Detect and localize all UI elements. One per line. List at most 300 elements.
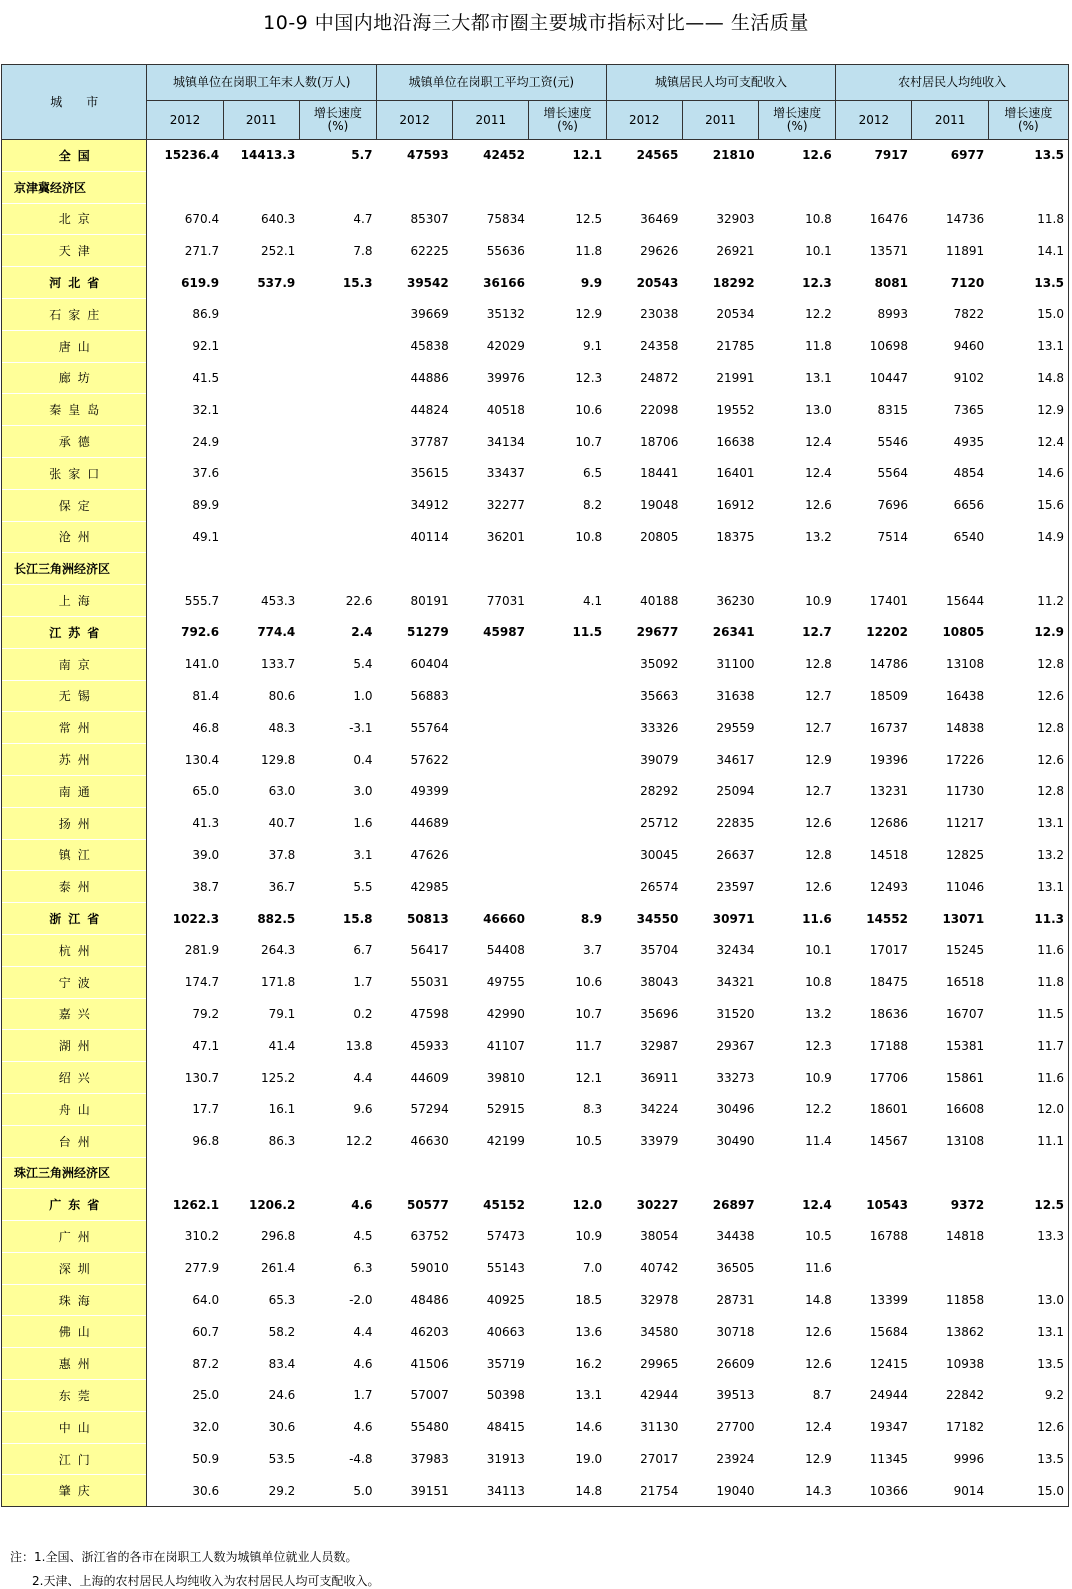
footnote-1: 注：1.全国、浙江省的各市在岗职工人数为城镇单位就业人员数。 [10, 1550, 358, 1564]
value-cell [836, 1157, 912, 1189]
growth-rate-header [988, 101, 1068, 140]
value-cell: 32.0 [192, 1420, 220, 1435]
value-cell: 11.5 [572, 625, 603, 640]
value-cell: 17.7 [192, 1102, 220, 1117]
region-row [2, 171, 1069, 203]
value-cell: 453.3 [260, 593, 296, 608]
value-cell [912, 553, 988, 585]
value-cell: 49755 [486, 975, 525, 990]
value-cell: 23038 [640, 307, 679, 322]
value-cell: 40663 [486, 1324, 525, 1339]
value-cell: 16518 [946, 975, 985, 990]
value-cell: 50.9 [192, 1452, 220, 1467]
value-cell: 11891 [946, 243, 985, 258]
value-cell: 12.8 [988, 712, 1068, 744]
value-cell: 80.6 [268, 688, 296, 703]
value-cell: 29965 [640, 1356, 679, 1371]
value-cell: 12.8 [988, 775, 1068, 807]
value-cell: 15644 [946, 593, 985, 608]
value-cell: 57622 [410, 752, 449, 767]
value-cell [223, 1157, 299, 1189]
value-cell: 16438 [946, 688, 985, 703]
value-cell: 41107 [486, 1038, 525, 1053]
value-cell [377, 553, 453, 585]
page-title: 10-9 中国内地沿海三大都市圈主要城市指标对比—— 生活质量 [263, 12, 809, 34]
value-cell: 18.5 [575, 1293, 603, 1308]
value-cell: 10.9 [575, 1229, 603, 1244]
value-cell: 12.1 [529, 140, 606, 172]
table-row [2, 744, 1069, 776]
table-row [2, 839, 1069, 871]
value-cell [759, 1157, 836, 1189]
value-cell: 36.7 [268, 879, 296, 894]
value-cell: 44609 [410, 1070, 449, 1085]
value-cell: 12.7 [805, 720, 832, 735]
value-cell: 18601 [869, 1102, 908, 1117]
value-cell [836, 171, 912, 203]
value-cell: 34912 [410, 498, 449, 513]
city-name-cell: 长江三角洲经济区 [2, 553, 147, 585]
value-cell: 619.9 [181, 275, 220, 290]
value-cell: 11.4 [805, 1134, 832, 1149]
city-name-cell: 承德 [2, 426, 147, 458]
value-cell [299, 521, 376, 553]
value-cell: 32978 [640, 1293, 679, 1308]
value-cell: 12.6 [759, 140, 836, 172]
table-row [2, 1221, 1069, 1253]
value-cell: 12415 [869, 1356, 908, 1371]
value-cell: 56417 [410, 943, 449, 958]
value-cell [453, 775, 529, 807]
value-cell: 10.9 [805, 593, 832, 608]
value-cell: 555.7 [184, 593, 220, 608]
value-cell: 42029 [486, 339, 525, 354]
city-name-cell: 河北省 [2, 267, 147, 299]
city-name-cell: 珠海 [2, 1284, 147, 1316]
city-name-cell: 肇庆 [2, 1475, 147, 1507]
value-cell: 12.8 [988, 648, 1068, 680]
city-name-cell: 东莞 [2, 1380, 147, 1412]
value-cell: 5.7 [299, 140, 376, 172]
value-cell: 49.1 [192, 529, 220, 544]
value-cell: 37787 [410, 434, 449, 449]
value-cell: 47626 [410, 847, 449, 862]
value-cell: 10.9 [805, 1070, 832, 1085]
region-row [2, 553, 1069, 585]
value-cell: 10543 [866, 1197, 908, 1212]
value-cell: 10938 [946, 1356, 985, 1371]
value-cell: 39.0 [192, 847, 220, 862]
value-cell: 45933 [410, 1038, 449, 1053]
group-header-wage: 城镇单位在岗职工平均工资(元) [377, 65, 607, 101]
growth-label: 增长速度 [543, 106, 592, 120]
year-2011-header: 2011 [912, 101, 988, 140]
value-cell: 35719 [486, 1356, 525, 1371]
value-cell: 55031 [410, 975, 449, 990]
value-cell: 16912 [716, 498, 755, 513]
value-cell: 11.7 [575, 1038, 603, 1053]
value-cell: 27700 [716, 1420, 755, 1435]
value-cell: 26921 [716, 243, 755, 258]
value-cell: 89.9 [192, 498, 220, 513]
value-cell: 39079 [640, 752, 679, 767]
value-cell: 11730 [946, 784, 985, 799]
value-cell: 12.4 [988, 426, 1068, 458]
value-cell: 1.7 [353, 1388, 373, 1403]
value-cell: 882.5 [257, 911, 296, 926]
value-cell: 29.2 [223, 1475, 299, 1507]
value-cell: 50398 [486, 1388, 525, 1403]
value-cell: 54408 [486, 943, 525, 958]
value-cell [299, 171, 376, 203]
value-cell: 11858 [946, 1293, 985, 1308]
value-cell: 13.2 [805, 1006, 832, 1021]
value-cell: 26574 [640, 879, 679, 894]
value-cell: 15.3 [342, 275, 373, 290]
table-row [2, 616, 1069, 648]
value-cell: 7120 [950, 275, 985, 290]
value-cell: 22842 [946, 1388, 985, 1403]
value-cell [453, 553, 529, 585]
value-cell: 12493 [869, 879, 908, 894]
value-cell [299, 489, 376, 521]
table-row [2, 330, 1069, 362]
growth-label: 增长速度 [1004, 106, 1053, 120]
value-cell: 30.6 [268, 1420, 296, 1435]
value-cell: 13.2 [805, 529, 832, 544]
value-cell: 36230 [716, 593, 755, 608]
value-cell [453, 1157, 529, 1189]
value-cell: 11.1 [988, 1125, 1068, 1157]
year-2012-header: 2012 [377, 101, 453, 140]
value-cell: 17182 [946, 1420, 985, 1435]
city-name-cell: 南京 [2, 648, 147, 680]
value-cell: 15.0 [988, 1475, 1068, 1507]
city-name-cell: 广东省 [2, 1189, 147, 1221]
value-cell: 34438 [716, 1229, 755, 1244]
value-cell: 8.7 [812, 1388, 832, 1403]
value-cell: 30971 [712, 911, 755, 926]
value-cell: 63.0 [268, 784, 296, 799]
value-cell: 48486 [410, 1293, 449, 1308]
value-cell: 12.7 [805, 688, 832, 703]
value-cell: 4935 [953, 434, 985, 449]
value-cell: 75834 [486, 211, 525, 226]
value-cell: 10698 [869, 339, 908, 354]
value-cell: 34224 [640, 1102, 679, 1117]
value-cell: 22098 [640, 402, 679, 417]
value-cell: 1262.1 [172, 1197, 220, 1212]
value-cell: 30718 [716, 1324, 755, 1339]
table-row [2, 1093, 1069, 1125]
value-cell: 11.8 [988, 966, 1068, 998]
value-cell: 14567 [869, 1134, 908, 1149]
value-cell: 33326 [640, 720, 679, 735]
value-cell: 19552 [716, 402, 755, 417]
value-cell: 130.7 [184, 1070, 220, 1085]
value-cell: 11.5 [988, 998, 1068, 1030]
growth-unit: (%) [557, 119, 578, 133]
value-cell: 13862 [946, 1324, 985, 1339]
value-cell: 57473 [486, 1229, 525, 1244]
value-cell: 13.1 [988, 871, 1068, 903]
city-name-cell: 镇江 [2, 839, 147, 871]
city-name-cell: 浙江省 [2, 903, 147, 935]
value-cell: 40.7 [268, 816, 296, 831]
value-cell [529, 871, 606, 903]
value-cell: 17706 [869, 1070, 908, 1085]
value-cell: 47.1 [192, 1038, 220, 1053]
value-cell: 14736 [946, 211, 985, 226]
growth-label: 增长速度 [773, 106, 822, 120]
value-cell: 252.1 [260, 243, 296, 258]
value-cell: 30227 [636, 1197, 679, 1212]
value-cell: 130.4 [184, 752, 220, 767]
value-cell: 14.8 [529, 1475, 606, 1507]
value-cell [223, 457, 299, 489]
value-cell [377, 1157, 453, 1189]
table-row [2, 362, 1069, 394]
value-cell: 11.2 [988, 585, 1068, 617]
table-row [2, 775, 1069, 807]
value-cell: 41.5 [192, 370, 220, 385]
value-cell: 6.7 [353, 943, 373, 958]
value-cell: 96.8 [192, 1134, 220, 1149]
value-cell: 14.1 [988, 235, 1068, 267]
value-cell [223, 521, 299, 553]
table-row [2, 489, 1069, 521]
value-cell: 38043 [640, 975, 679, 990]
value-cell: 33273 [716, 1070, 755, 1085]
table-row [2, 807, 1069, 839]
value-cell: 125.2 [260, 1070, 296, 1085]
value-cell [299, 1157, 376, 1189]
value-cell: 14.6 [575, 1420, 603, 1435]
value-cell [223, 330, 299, 362]
value-cell: 81.4 [192, 688, 220, 703]
city-name-cell: 江门 [2, 1443, 147, 1475]
value-cell: 35663 [640, 688, 679, 703]
value-cell: 18292 [712, 275, 755, 290]
value-cell: 12.7 [805, 784, 832, 799]
city-name-cell: 常州 [2, 712, 147, 744]
value-cell: 7696 [877, 498, 908, 513]
value-cell: 77031 [486, 593, 525, 608]
value-cell: 20534 [716, 307, 755, 322]
value-cell: 11.8 [988, 203, 1068, 235]
value-cell: 11.6 [805, 1261, 832, 1276]
value-cell: 24358 [640, 339, 679, 354]
value-cell: 1022.3 [172, 911, 220, 926]
value-cell: 11217 [946, 816, 985, 831]
table-row [2, 966, 1069, 998]
city-name-cell: 张家口 [2, 457, 147, 489]
year-2011-header: 2011 [682, 101, 758, 140]
value-cell [529, 744, 606, 776]
value-cell: 9.2 [988, 1380, 1068, 1412]
footnote-2: 2.天津、上海的农村居民人均纯收入为农村居民人均可支配收入。 [32, 1574, 380, 1588]
value-cell: 3.0 [353, 784, 373, 799]
value-cell: 63752 [410, 1229, 449, 1244]
value-cell: 16.1 [268, 1102, 296, 1117]
value-cell: 10.7 [575, 1006, 603, 1021]
value-cell: 30496 [716, 1102, 755, 1117]
city-name-cell: 台州 [2, 1125, 147, 1157]
value-cell: 20805 [640, 529, 679, 544]
table-row [2, 712, 1069, 744]
value-cell: 24.9 [192, 434, 220, 449]
value-cell: 36505 [716, 1261, 755, 1276]
value-cell [223, 362, 299, 394]
value-cell: 3.1 [353, 847, 373, 862]
value-cell: 36166 [483, 275, 525, 290]
value-cell: 17188 [869, 1038, 908, 1053]
table-row [2, 1380, 1069, 1412]
value-cell: 53.5 [268, 1452, 296, 1467]
city-name-cell: 湖州 [2, 1030, 147, 1062]
table-row [2, 1316, 1069, 1348]
value-cell: 13.0 [988, 1284, 1068, 1316]
city-name-cell: 无锡 [2, 680, 147, 712]
value-cell: 31520 [716, 1006, 755, 1021]
table-row [2, 680, 1069, 712]
value-cell: 12825 [946, 847, 985, 862]
growth-rate-header [529, 101, 606, 140]
city-name-cell: 惠州 [2, 1348, 147, 1380]
group-header-urban-income: 城镇居民人均可支配收入 [606, 65, 836, 101]
value-cell: 5546 [877, 434, 908, 449]
value-cell: 38.7 [192, 879, 220, 894]
value-cell: 92.1 [192, 339, 220, 354]
table-row [2, 1411, 1069, 1443]
value-cell: 21754 [606, 1475, 682, 1507]
value-cell [299, 457, 376, 489]
value-cell: 13108 [946, 657, 985, 672]
value-cell [529, 712, 606, 744]
value-cell: 12.6 [988, 744, 1068, 776]
value-cell: 57007 [410, 1388, 449, 1403]
value-cell: 13.5 [988, 140, 1068, 172]
value-cell: 62225 [410, 243, 449, 258]
value-cell [529, 680, 606, 712]
value-cell [682, 553, 758, 585]
value-cell: 14518 [869, 847, 908, 862]
value-cell: 23597 [716, 879, 755, 894]
value-cell: 10.6 [575, 402, 603, 417]
value-cell: 42944 [640, 1388, 679, 1403]
value-cell: 14838 [946, 720, 985, 735]
value-cell: 9014 [912, 1475, 988, 1507]
value-cell: 7514 [877, 529, 908, 544]
value-cell: 10366 [836, 1475, 912, 1507]
value-cell: 16476 [869, 211, 908, 226]
value-cell: 40742 [640, 1261, 679, 1276]
value-cell: 133.7 [260, 657, 296, 672]
value-cell: 14552 [866, 911, 908, 926]
value-cell: 25712 [640, 816, 679, 831]
value-cell: 10.5 [805, 1229, 832, 1244]
value-cell: 46203 [410, 1324, 449, 1339]
value-cell [453, 712, 529, 744]
value-cell: 12.9 [988, 616, 1068, 648]
value-cell: 65.3 [268, 1293, 296, 1308]
value-cell: 19040 [682, 1475, 758, 1507]
value-cell: 26897 [712, 1197, 755, 1212]
value-cell: 29559 [716, 720, 755, 735]
value-cell: 38054 [640, 1229, 679, 1244]
value-cell: 15.0 [988, 298, 1068, 330]
table-row [2, 203, 1069, 235]
value-cell: 9996 [953, 1452, 985, 1467]
value-cell: 11.8 [805, 339, 832, 354]
value-cell: 42985 [410, 879, 449, 894]
value-cell [147, 553, 223, 585]
value-cell: 2.4 [351, 625, 373, 640]
value-cell: 271.7 [184, 243, 220, 258]
value-cell: 29367 [716, 1038, 755, 1053]
value-cell: 12.6 [805, 498, 832, 513]
value-cell: 13.6 [575, 1324, 603, 1339]
value-cell: 25094 [716, 784, 755, 799]
value-cell: 44824 [410, 402, 449, 417]
value-cell: 13.1 [988, 330, 1068, 362]
value-cell: 10.5 [575, 1134, 603, 1149]
value-cell: 44886 [410, 370, 449, 385]
value-cell: 60.7 [192, 1324, 220, 1339]
value-cell: 0.4 [353, 752, 373, 767]
city-name-cell: 上海 [2, 585, 147, 617]
value-cell: 4.4 [353, 1070, 373, 1085]
value-cell: 22.6 [345, 593, 373, 608]
year-2011-header: 2011 [453, 101, 529, 140]
table-row [2, 1062, 1069, 1094]
city-name-cell: 沧州 [2, 521, 147, 553]
value-cell: 50577 [406, 1197, 449, 1212]
value-cell: 18636 [869, 1006, 908, 1021]
value-cell: 55636 [486, 243, 525, 258]
value-cell: 12.7 [802, 625, 832, 640]
value-cell [299, 426, 376, 458]
value-cell: 10.8 [575, 529, 603, 544]
city-name-cell: 石家庄 [2, 298, 147, 330]
value-cell: 26341 [712, 625, 755, 640]
value-cell: 12.9 [805, 1452, 832, 1467]
value-cell: 11.7 [988, 1030, 1068, 1062]
value-cell [299, 553, 376, 585]
value-cell: 32987 [640, 1038, 679, 1053]
value-cell [606, 171, 682, 203]
value-cell: 4.6 [351, 1197, 373, 1212]
value-cell [147, 1157, 223, 1189]
growth-label: 增长速度 [313, 106, 362, 120]
value-cell: 12.4 [802, 1197, 832, 1212]
value-cell: 37.6 [192, 466, 220, 481]
value-cell: 15236.4 [147, 140, 223, 172]
value-cell: 4.7 [353, 211, 373, 226]
value-cell: 46.8 [192, 720, 220, 735]
city-name-cell: 佛山 [2, 1316, 147, 1348]
value-cell: 11.3 [988, 903, 1068, 935]
value-cell [147, 171, 223, 203]
year-2012-header: 2012 [606, 101, 682, 140]
value-cell: 4854 [953, 466, 985, 481]
value-cell: 12.5 [575, 211, 603, 226]
value-cell: 296.8 [260, 1229, 296, 1244]
value-cell: 7.0 [583, 1261, 603, 1276]
value-cell: 15861 [946, 1070, 985, 1085]
value-cell: 264.3 [260, 943, 296, 958]
value-cell: 6656 [953, 498, 985, 513]
